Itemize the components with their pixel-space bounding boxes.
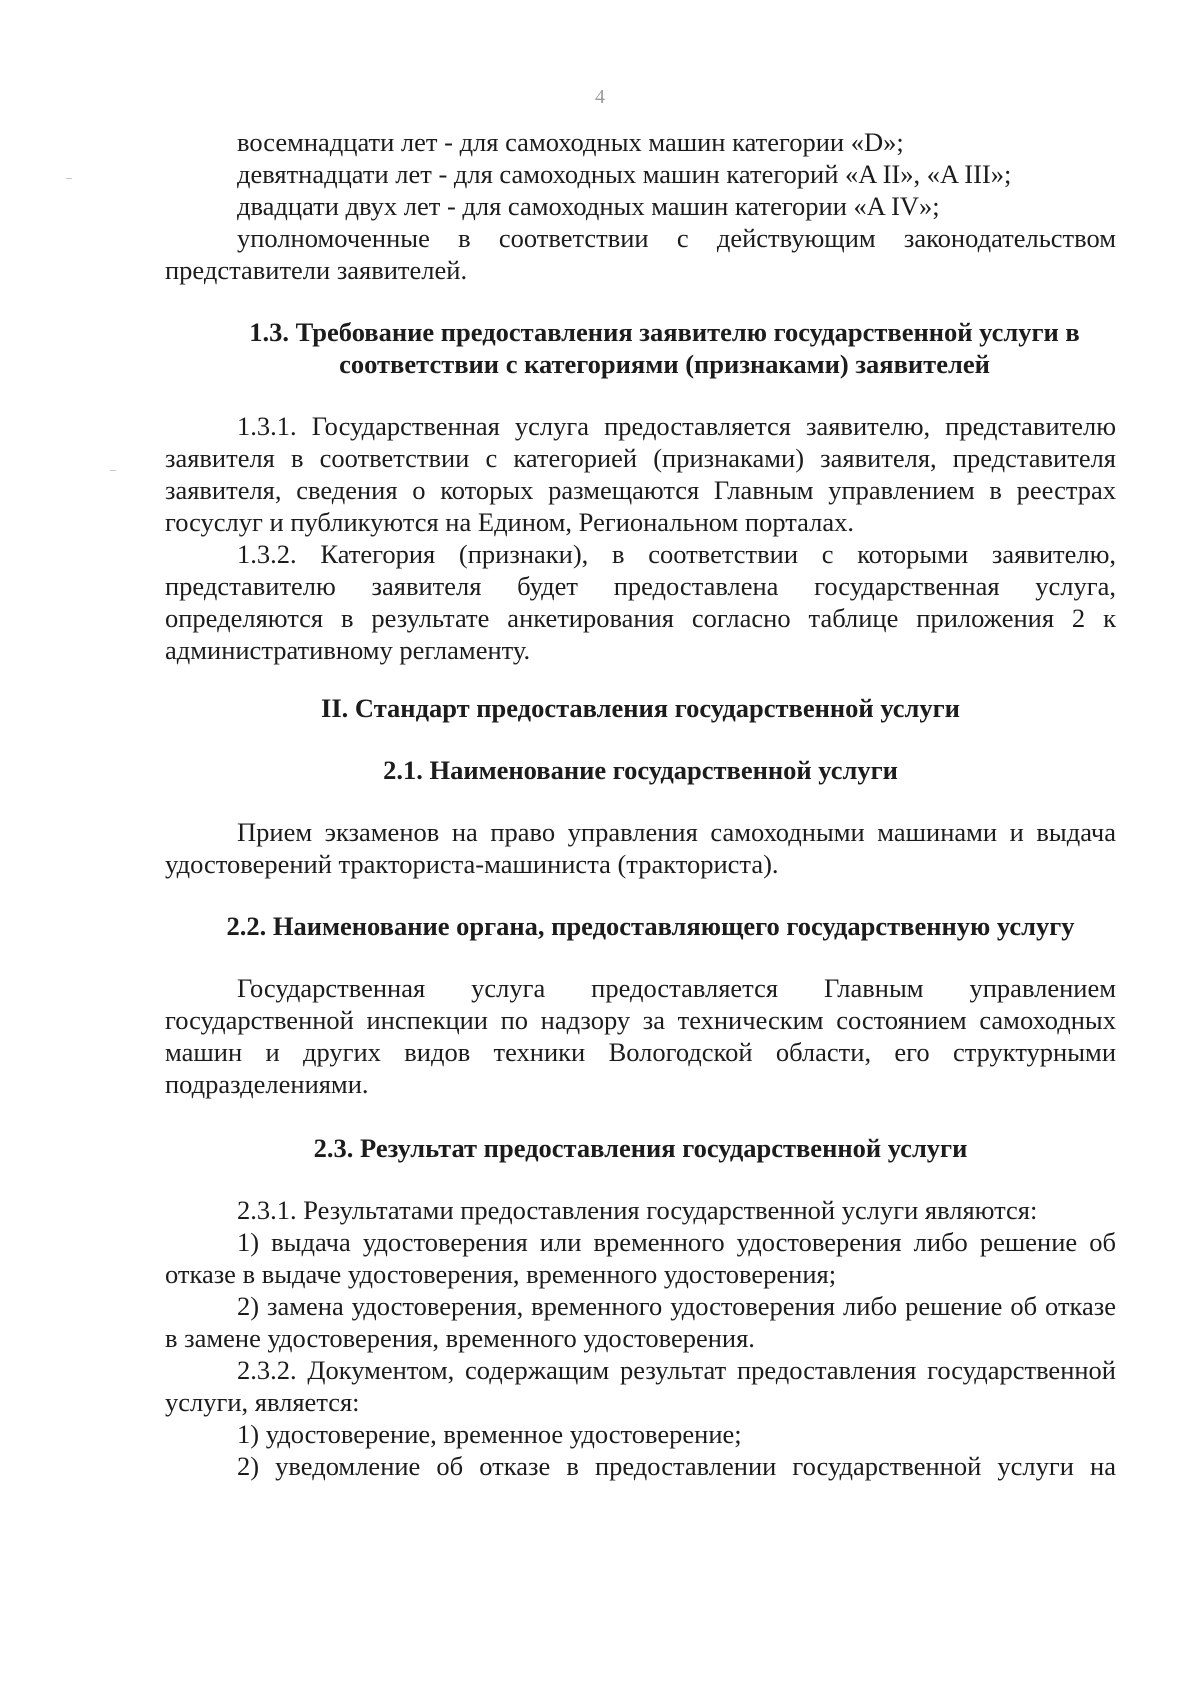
- section-heading-2-2: 2.2. Наименование органа, предоставляющего государственную услугу: [226, 911, 1075, 941]
- paragraph: 2.3.1. Результатами предоставления государственной услуги являются:: [237, 1195, 1038, 1225]
- intro-line: восемнадцати лет - для самоходных машин категории «D»;: [237, 127, 904, 157]
- section-heading-1-3: 1.3. Требование предоставления заявителю государственной услуги в соответствии с категориями (признаками) заявителей: [249, 317, 1080, 379]
- section-heading-2: II. Стандарт предоставления государственной услуги: [321, 693, 960, 723]
- document-body: [165, 126, 1116, 1482]
- intro-line: двадцати двух лет - для самоходных машин категории «A IV»;: [237, 191, 940, 221]
- scan-mark: [110, 470, 116, 471]
- intro-line: девятнадцати лет - для самоходных машин категорий «A II», «A III»;: [237, 159, 1012, 189]
- section-heading-2-3: 2.3. Результат предоставления государственной услуги: [313, 1133, 968, 1163]
- paragraph: 2.3.2. Документом, содержащим результат предоставления государственной услуги, является:: [165, 1355, 1116, 1417]
- list-item: 2) замена удостоверения, временного удостоверения либо решение об отказе в замене удостоверения, временного удостоверения.: [165, 1291, 1116, 1353]
- section-heading-2-1: 2.1. Наименование государственной услуги: [383, 755, 898, 785]
- list-item: 2) уведомление об отказе в предоставлении государственной услуги на: [237, 1451, 1116, 1481]
- page-number: 4: [595, 86, 605, 108]
- list-item: 1) выдача удостоверения или временного удостоверения либо решение об отказе в выдаче удостоверения, временного удостоверения;: [165, 1227, 1116, 1289]
- list-item: 1) удостоверение, временное удостоверение;: [237, 1419, 742, 1449]
- paragraph: Государственная услуга предоставляется Главным управлением государственной инспекции по надзору за техническим состоянием самоходных машин и других видов техники Вологодской области, его структурными подразделениями.: [165, 973, 1116, 1099]
- paragraph: Прием экзаменов на право управления самоходными машинами и выдача удостоверений тракториста-машиниста (тракториста).: [165, 817, 1116, 879]
- intro-line: уполномоченные в соответствии с действующим законодательством представители заявителей.: [165, 223, 1116, 285]
- paragraph: 1.3.1. Государственная услуга предоставляется заявителю, представителю заявителя в соответствии с категорией (признаками) заявителя, представителя заявителя, сведения о которых размещаются Главным управлением в реестрах госуслуг и публикуются на Едином, Региональном порталах.: [165, 411, 1116, 537]
- scan-mark: [66, 178, 72, 179]
- paragraph: 1.3.2. Категория (признаки), в соответствии с которыми заявителю, представителю заявителя будет предоставлена государственная услуга, определяются в результате анкетирования согласно таблице приложения 2 к административному регламенту.: [165, 539, 1116, 665]
